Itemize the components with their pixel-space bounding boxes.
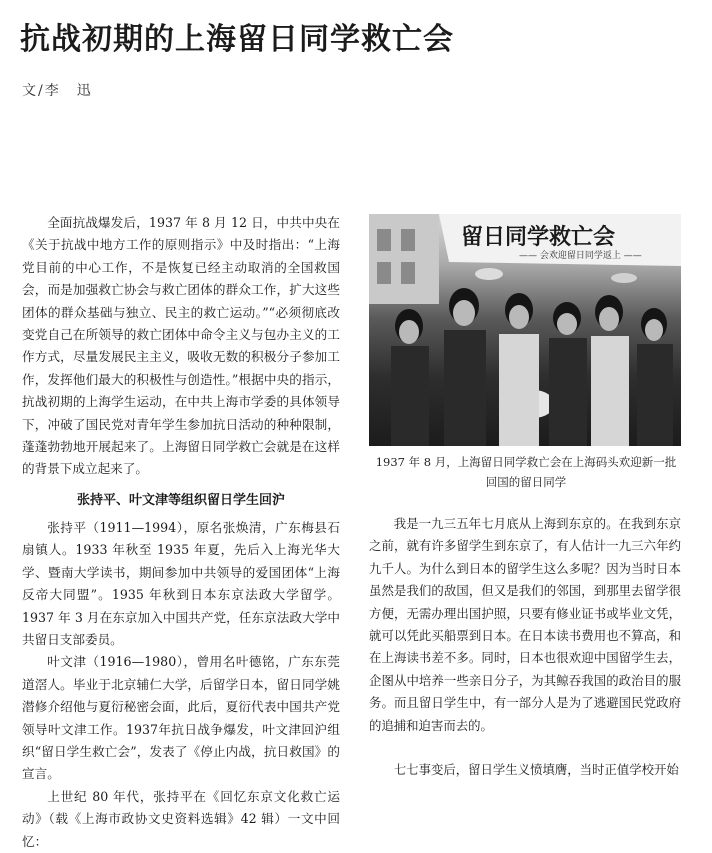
quote-paragraph: 我是一九三五年七月底从上海到东京的。在我到东京之前，就有许多留学生到东京了，有人估计一九三六年约九千人。为什么到日本的留学生这么多呢？因为当时日本虽然是我们的敌国，但又是我们的邻国，到那里去留学很方便，无需办理出国护照，只要有修业证书或毕业文凭，就可以凭此买船票到日本。在日本读书费用也不算高，和在上海读书差不多。同时，日本也很欢迎中国留学生去，企图从中培养一些亲日分子，为其鲸吞我国的政治目的服务。而且留日学生中，有一部分人是为了逃避国民党政府的追捕和迫害而去的。 bbox=[369, 516, 681, 733]
photo-banner-text: 留日同学救亡会 bbox=[461, 225, 616, 250]
photo-caption: 1937 年 8 月，上海留日同学救亡会在上海码头欢迎新一批回国的留日同学 bbox=[375, 455, 677, 489]
section-heading: 张持平、叶文津等组织留日学生回沪 bbox=[76, 492, 285, 508]
author-byline: 文/李 迅 bbox=[22, 83, 93, 99]
zhang-chiping-paragraph: 张持平（1911—1994），原名张焕清，广东梅县石扇镇人。1933 年秋至 1935 年夏，先后入上海光华大学、暨南大学读书，期间参加中共领导的爱国团体“上海反帝大同盟”。1935 年秋到日本东京法政大学留学。1937 年 3 月在东京加入中国共产党，任东京法政大学中共留日支部委员。 bbox=[22, 519, 340, 647]
left-column bbox=[22, 212, 340, 853]
right-column bbox=[369, 513, 681, 781]
ye-wenjin-paragraph: 叶文津（1916—1980），曾用名叶德铭，广东东莞道滘人。毕业于北京辅仁大学，后留学日本，留日同学姚潜修介绍他与夏衍秘密会面，此后，夏衍代表中国共产党领导叶文津工作。1937年抗日战争爆发，叶文津回沪组织“留日学生救亡会”，发表了《停止内战，抗日救国》的宣言。 bbox=[22, 654, 340, 782]
continuation-paragraph: 七七事变后，留日学生义愤填膺，当时正值学校开始 bbox=[393, 762, 679, 778]
recall-paragraph: 上世纪 80 年代，张持平在《回忆东京文化救亡运动》（载《上海市政协文史资料选辑》42 辑）一文中回忆： bbox=[22, 788, 340, 849]
intro-paragraph: 全面抗战爆发后，1937 年 8 月 12 日，中共中央在《关于抗战中地方工作的原则指示》中及时指出：“上海党目前的中心工作，不是恢复已经主动取消的全国救国会，而是加强救亡协会与救亡团体的群众工作，扩大这些团体的群众基础与独立、民主的救亡运动。”“必须彻底改变党自己在所领导的救亡团体中命令主义与包办主义的工作方式，尽量发展民主主义，吸收无数的积极分子参加工作，发挥他们最大的积极性与创造性。”根据中央的指示，抗战初期的上海学生运动，在中共上海市学委的具体领导下，冲破了国民党对青年学生参加抗日活动的种种限制，蓬蓬勃勃地开展起来了。上海留日同学救亡会就是在这样的背景下成立起来了。 bbox=[22, 215, 340, 477]
photo-illustration bbox=[369, 214, 681, 446]
photo-banner-subtext: —— 会欢迎留日同学返上 —— bbox=[519, 251, 642, 261]
article-title: 抗战初期的上海留日同学救亡会 bbox=[20, 22, 454, 57]
historical-photo bbox=[369, 214, 681, 446]
